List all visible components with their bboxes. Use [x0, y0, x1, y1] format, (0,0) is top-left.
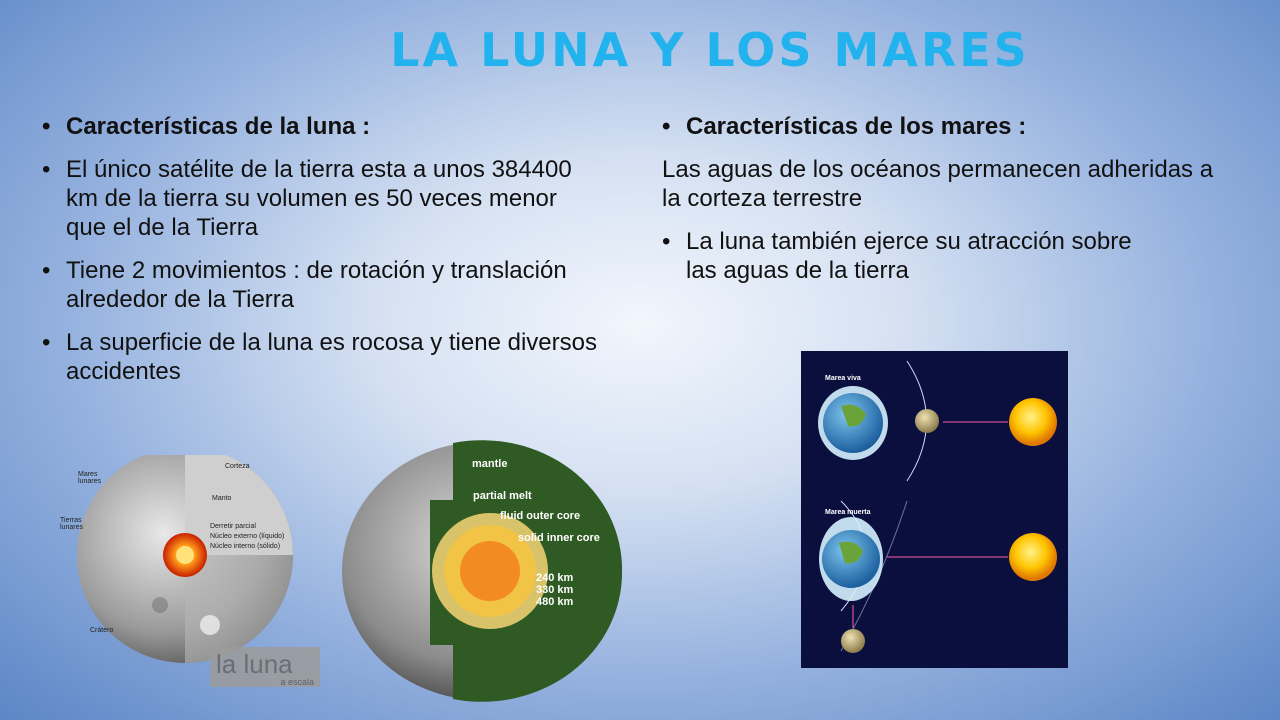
moon-structure-diagram [60, 455, 330, 705]
label-480km: 480 km [536, 596, 574, 608]
label-240km: 240 km [536, 572, 574, 584]
label-tierras: Tierras lunares [60, 517, 83, 531]
label-mares: Mares lunares [78, 471, 101, 485]
label-marea-viva: Marea viva [825, 375, 861, 382]
label-marea-muerta: Marea muerta [825, 509, 871, 516]
luna-logo-sub: a escala [280, 677, 314, 687]
right-paragraph: Las aguas de los océanos permanecen adheridas a la corteza terrestre [662, 156, 1214, 212]
slide-title: LA LUNA Y LOS MARES [390, 23, 1030, 77]
left-bullet-1: • El único satélite de la tierra esta a unos 384400 km de la tierra su volumen es 50 veces menor que el de la Tierra [42, 155, 602, 242]
label-nucleo-interno: Núcleo interno (sólido) [210, 543, 281, 550]
moon-core-diagram [340, 440, 625, 702]
luna-logo-text: la luna [216, 649, 293, 679]
label-crater: Crátero [90, 627, 114, 634]
right-heading: • Características de los mares : [662, 112, 1222, 141]
luna-logo [210, 647, 320, 687]
label-solid-core: solid inner core [518, 532, 600, 544]
left-column [42, 112, 602, 400]
label-mantle: mantle [472, 458, 508, 470]
left-bullet-2: • Tiene 2 movimientos : de rotación y translación alrededor de la Tierra [42, 256, 602, 314]
label-fluid-core: fluid outer core [500, 510, 581, 522]
label-nucleo-externo: Núcleo externo (líquido) [210, 533, 285, 540]
left-heading: • Características de la luna : [42, 112, 602, 141]
label-derretir: Derretir parcial [210, 523, 256, 530]
tides-diagram [801, 351, 1068, 668]
left-bullet-3: • La superficie de la luna es rocosa y tiene diversos accidentes [42, 328, 602, 386]
label-corteza: Corteza [225, 463, 250, 470]
label-partial-melt: partial melt [473, 490, 532, 502]
right-bullet: • La luna también ejerce su atracción sobre las aguas de la tierra [662, 227, 1156, 285]
label-330km: 330 km [536, 584, 574, 596]
moon-core-image [340, 440, 625, 702]
right-column [662, 112, 1222, 299]
label-manto: Manto [212, 495, 232, 502]
